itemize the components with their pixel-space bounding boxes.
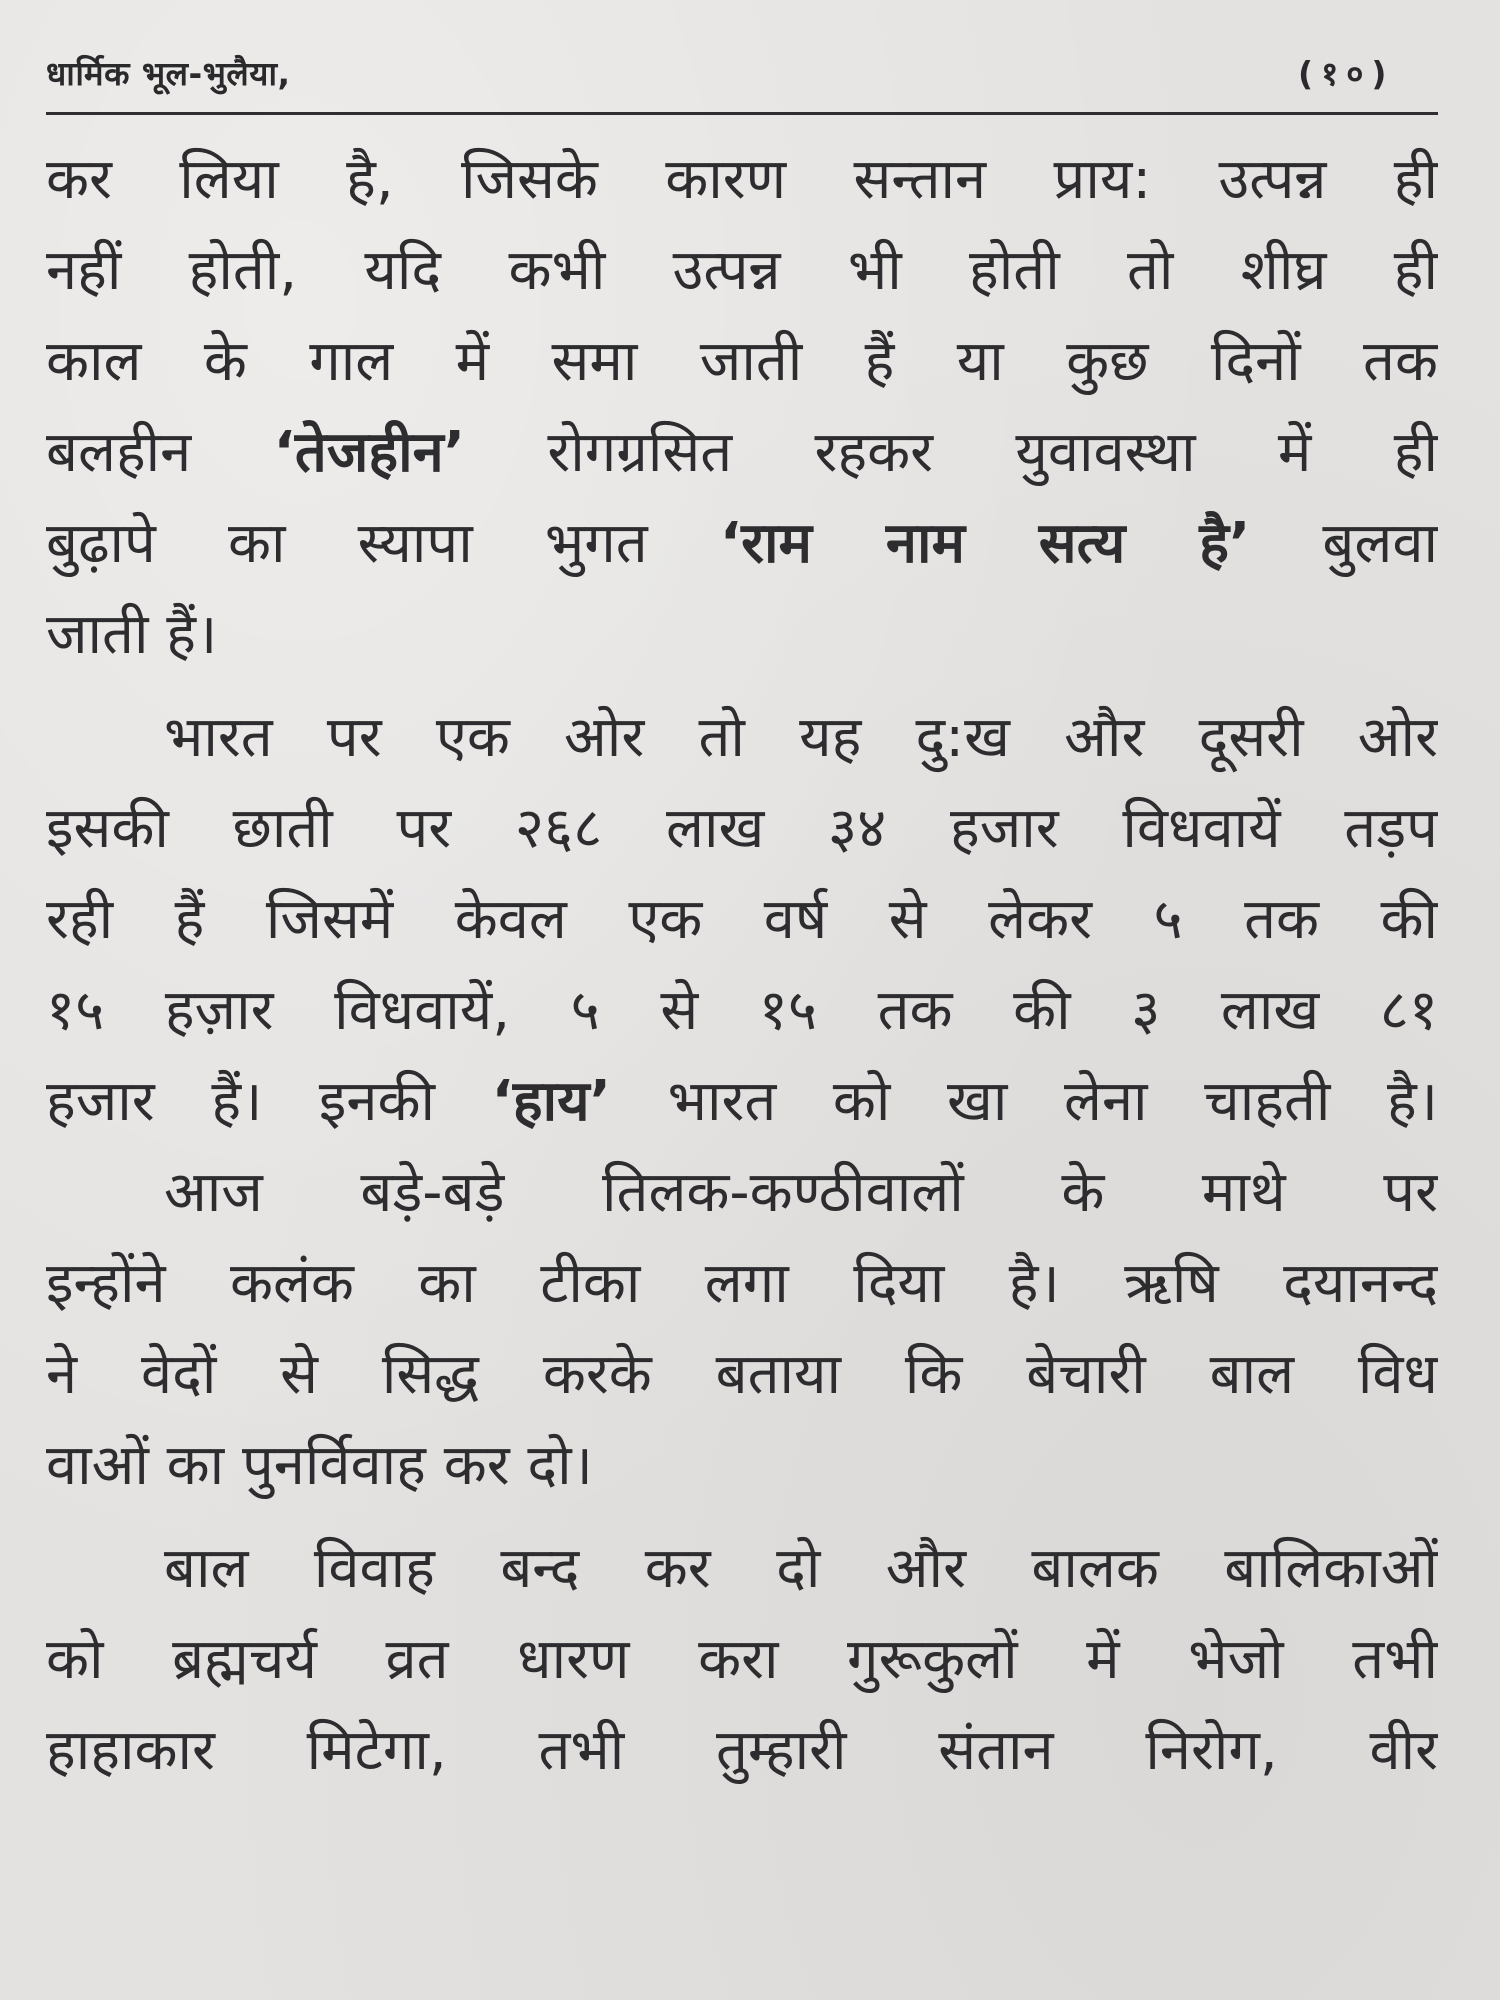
text-span: वाओं का पुनर्विवाह कर दो। [46,1433,593,1498]
emphasis-quote: ‘हाय’ [491,1069,611,1134]
text-span: इसकी छाती पर २६८ लाख ३४ हजार विधवायें तड़प [46,796,1438,861]
text-span: जाती हैं। [46,602,218,667]
text-span: हजार हैं। इनकी [46,1069,492,1134]
text-span: आज बड़े-बड़े तिलक-कण्ठीवालों के माथे पर [164,1160,1438,1225]
page-number: (१०) [1298,54,1395,93]
text-line [46,1523,1438,1614]
text-line [46,407,1438,498]
text-line [46,589,1438,680]
text-span: भारत पर एक ओर तो यह दु:ख और दूसरी ओर [164,705,1438,770]
text-span: बलहीन [46,420,274,485]
text-span: भारत को खा लेना चाहती है। [610,1069,1438,1134]
header-rule [46,112,1438,115]
text-line [46,1147,1438,1238]
emphasis-quote: ‘तेजहीन’ [273,420,465,485]
text-span: रही हैं जिसमें केवल एक वर्ष से लेकर ५ तक की [46,887,1438,952]
text-span: बाल विवाह बन्द कर दो और बालक बालिकाओं [164,1536,1438,1601]
text-line [46,1056,1438,1147]
text-span: रोगग्रसित रहकर युवावस्था में ही [464,420,1438,485]
text-span: १५ हज़ार विधवायें, ५ से १५ तक की ३ लाख ८१ [46,978,1438,1043]
text-line [46,225,1438,316]
text-span: ने वेदों से सिद्ध करके बताया कि बेचारी बाल विध [46,1342,1438,1407]
body-text [46,134,1438,1796]
emphasis-quote: ‘राम नाम सत्य है’ [719,511,1251,576]
text-line [46,1238,1438,1329]
text-line [46,1614,1438,1705]
running-title: धार्मिक भूल-भुलैया, [46,54,291,93]
text-line [46,874,1438,965]
text-line [46,134,1438,225]
text-line [46,1329,1438,1420]
text-line [46,1420,1438,1511]
text-span: काल के गाल में समा जाती हैं या कुछ दिनों तक [46,329,1438,394]
text-line [46,316,1438,407]
text-span: इन्होंने कलंक का टीका लगा दिया है। ऋषि दयानन्द [46,1251,1438,1316]
text-span: कर लिया है, जिसके कारण सन्तान प्राय: उत्पन्न ही [46,147,1438,212]
text-span: बुलवा [1250,511,1438,576]
text-span: को ब्रह्मचर्य व्रत धारण करा गुरूकुलों में भेजो तभी [46,1627,1438,1692]
text-line [46,498,1438,589]
text-line [46,965,1438,1056]
text-span: नहीं होती, यदि कभी उत्पन्न भी होती तो शीघ्र ही [46,238,1438,303]
text-line [46,783,1438,874]
text-line [46,692,1438,783]
text-line [46,1705,1438,1796]
text-span: बुढ़ापे का स्यापा भुगत [46,511,720,576]
text-span: हाहाकार मिटेगा, तभी तुम्हारी संतान निरोग, वीर [46,1718,1438,1783]
